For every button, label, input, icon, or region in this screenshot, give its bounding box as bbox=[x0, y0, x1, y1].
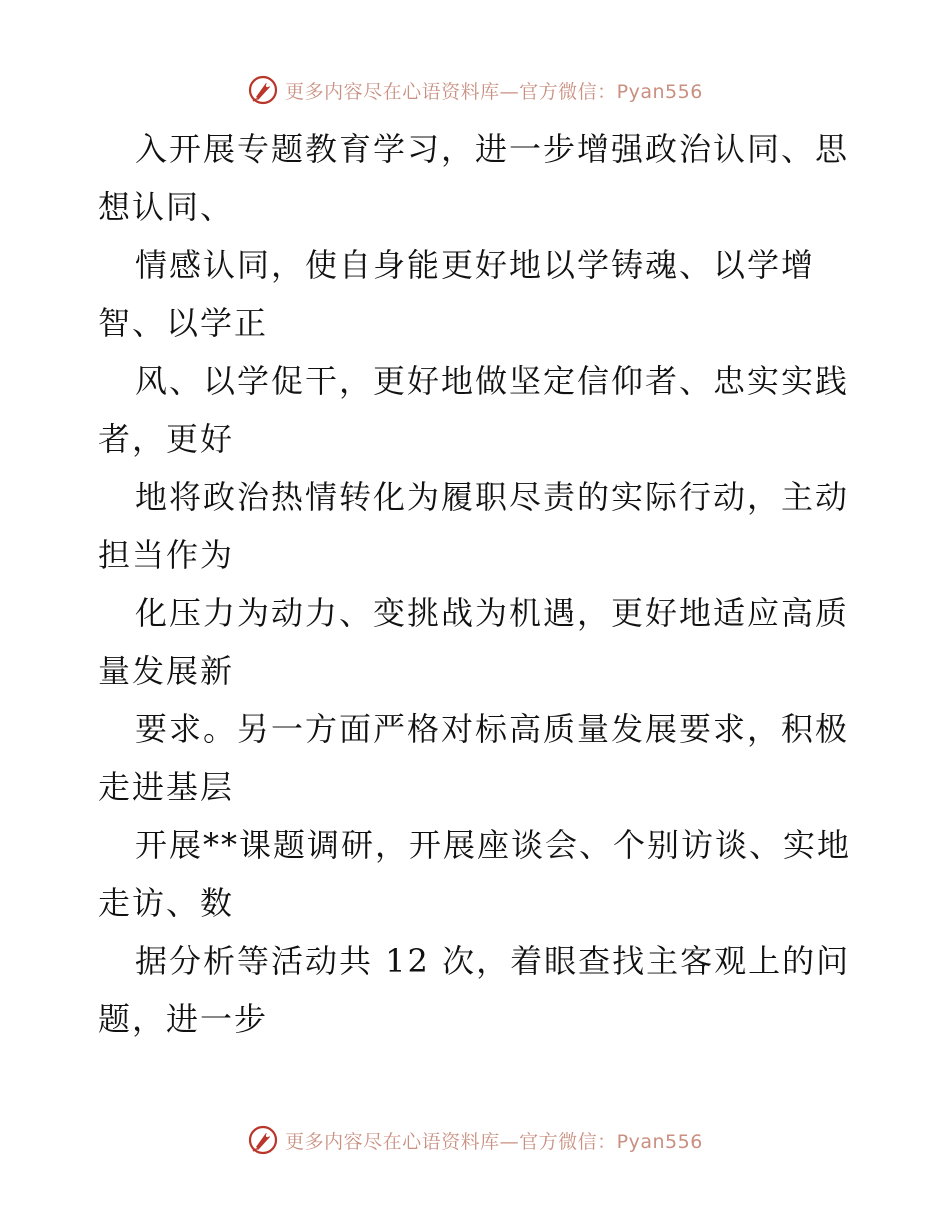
watermark-id-text: Pyan556 bbox=[616, 80, 703, 103]
pen-nib-circle-logo-icon bbox=[247, 1124, 279, 1156]
text-line: 者，更好 bbox=[98, 420, 235, 458]
document-body bbox=[98, 120, 858, 1048]
watermark-main-text: 更多内容尽在心语资料库—官方微信： bbox=[285, 80, 617, 103]
text-line: 化压力为动力、变挑战为机遇，更好地适应高质 bbox=[135, 594, 850, 632]
text-line: 担当作为 bbox=[98, 536, 235, 574]
watermark-id-text: Pyan556 bbox=[616, 1130, 703, 1153]
text-line: 想认同、 bbox=[98, 188, 235, 226]
pen-nib-circle-logo-icon bbox=[247, 74, 279, 106]
text-line: 走访、数 bbox=[98, 884, 235, 922]
text-line: 题，进一步 bbox=[98, 1000, 269, 1038]
watermark-text bbox=[285, 77, 703, 104]
text-line: 走进基层 bbox=[98, 768, 235, 806]
text-line: 要求。另一方面严格对标高质量发展要求，积极 bbox=[135, 710, 850, 748]
watermark-main-text: 更多内容尽在心语资料库—官方微信： bbox=[285, 1130, 617, 1153]
header-watermark bbox=[0, 72, 950, 108]
text-line: 开展**课题调研，开展座谈会、个别访谈、实地 bbox=[135, 826, 852, 864]
text-line: 情感认同，使自身能更好地以学铸魂、以学增 bbox=[135, 246, 816, 284]
text-line: 据分析等活动共 12 次，着眼查找主客观上的问 bbox=[135, 942, 851, 980]
text-line: 智、以学正 bbox=[98, 304, 269, 342]
text-line: 入开展专题教育学习，进一步增强政治认同、思 bbox=[135, 130, 850, 168]
text-line: 地将政治热情转化为履职尽责的实际行动，主动 bbox=[135, 478, 850, 516]
watermark-text bbox=[285, 1127, 703, 1154]
text-line: 风、以学促干，更好地做坚定信仰者、忠实实践 bbox=[135, 362, 850, 400]
text-line: 量发展新 bbox=[98, 652, 235, 690]
footer-watermark bbox=[0, 1122, 950, 1158]
